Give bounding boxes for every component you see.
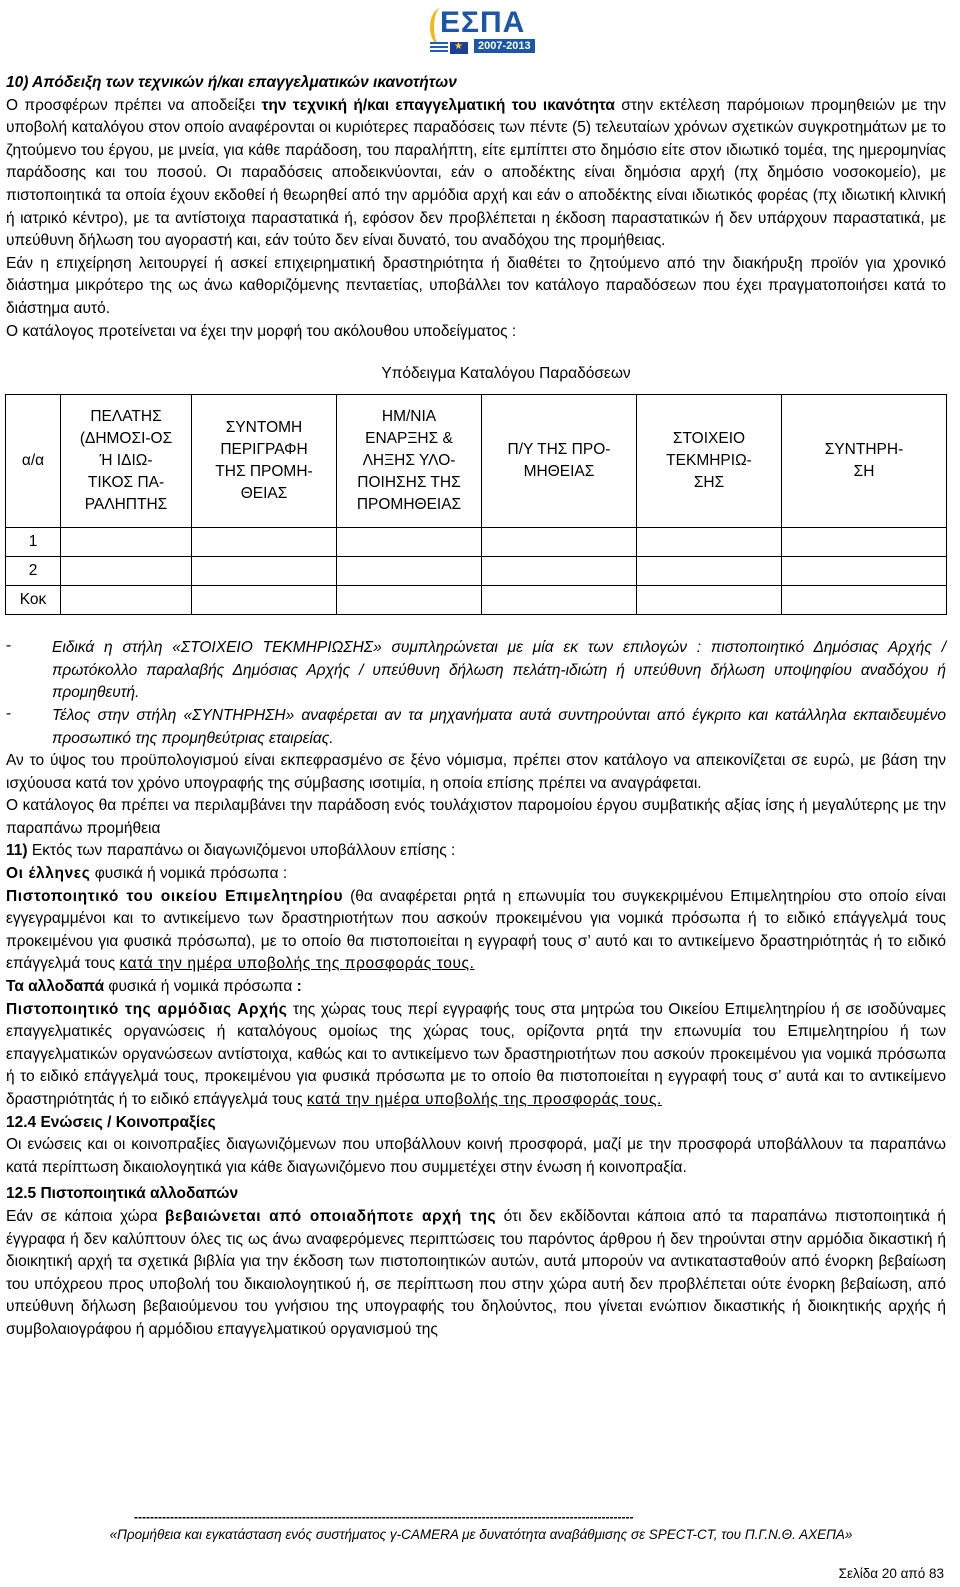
section-10-paragraph-3: Ο κατάλογος προτείνεται να έχει την μορφή του ακόλουθου υποδείγματος : [6,322,517,340]
bold-run: Οι έλληνες [6,865,91,883]
text-run: στην εκτέλεση παρόμοιων προμηθειών με την υποβολή καταλόγου στον οποίο αναφέρονται οι κυριότερες παραδόσεις των πέντε (5) τελευταίων χρόνων σχετικών συγκροτημάτων με το ζητούμενο του έργου, με μνεία, για κάθε παράδοση, του παραλήπτη, είτε εμπίπτει στο δημόσιο είτε στον ιδιωτικό τομέα, της ημερομηνίας παράδοσης και του ποσού. Οι παραδόσεις αποδεικνύονται, εάν ο αποδέκτης είναι δημόσια αρχή (πχ δημόσιο νοσοκομείο), με πιστοποιητικά τα οποία έχουν εκδοθεί ή θεωρηθεί από την αρμόδια αρχή και εάν ο αποδέκτης είναι ιδιωτικός φορέας (πχ ιδιωτική κλινική ή ιατρικό κέντρο), με τα αντίστοιχα παραστατικά ή, εφόσον δεν προβλέπεται η έκδοση παραστατικών ή δεν υπάρχουν παραστατικά, με υπεύθυνη δήλωση του αγοραστή και, εάν τούτο δεν είναι δυνατό, του αναδόχου της προμήθειας. [6,96,946,250]
greek-entities-heading [6,863,946,886]
text-run: ότι δεν εκδίδονται κάποια από τα παραπάνω πιστοποιητικά ή έγγραφα ή δεν καλύπτουν όλες τις ως άνω αναφερόμενες περιπτώσεις του παρόντος άρθρου ή δεν τηρούνται στην αρμόδια δικαστική ή διοικητική αρχή τα σχετικά βιβλία για την έκδοση των πιστοποιητικών αυτών, αυτά μπορούν να αντικατασταθούν από ένορκη βεβαίωση του υπόχρεου προς υποβολή του δικαιολογητικού ή, σε περίπτωση που στην χώρα αυτή δεν προβλέπεται ούτε ένορκη βεβαίωση, από υπεύθυνη δήλωση βεβαιούμενου του γνήσιου της υπογραφής του δηλούντος, που γίνεται ενώπιον δικαστικής ή διοικητικής αρχής ή συμβολαιογράφου ή αρμόδιου επαγγελματικού οργανισμού της [6,1207,947,1338]
similar-project-paragraph: Ο κατάλογος θα πρέπει να περιλαμβάνει την παράδοση ενός τουλάχιστον παρομοίου έργου συμβατικής αξίας ίσης ή μεγαλύτερης με την παραπάνω προμήθεια [6,797,946,837]
bold-run: Πιστοποιητικό του οικείου Επιμελητηρίου [6,887,344,905]
document-body [6,72,946,1342]
table-cell [337,528,482,557]
text-run: Ο προσφέρων πρέπει να αποδείξει [6,96,262,114]
header-cell-evidence [637,395,782,528]
page-number: Σελίδα 20 από 83 [838,1566,944,1581]
eu-flag-icon: ★ [450,42,468,54]
header-line: ΤΙΚΟΣ ΠΑ- [87,474,165,492]
logo-years: 2007-2013 [474,39,535,53]
header-line: α/α [21,452,45,470]
header-line: (ΔΗΜΟΣΙ-ΟΣ [79,430,173,448]
text-run: της χώρας τους περί εγγραφής τους στα μητρώα του Οικείου Επιμελητηρίου ή σε ισοδύναμες επαγγελματικές οργανώσεις ή καταλόγους ομοίως της χώρας τους, ορίζοντα ρητά την επωνυμία του Επιμελητηρίου ή των επαγγελματικών οργανώσεων αντίστοιχα, καθώς και το αντικείμενο των δραστηριοτήτων που ασκούν προκειμένου για νομικά πρόσωπα ή το ειδικό επάγγελμά τους, προκειμένου για φυσικά πρόσωπα με το οποίο θα πιστοποιείται η εγγραφή τους σ’ αυτά και το αντικείμενο δραστηριότητάς ή το ειδικό επάγγελμά τους [6,1000,946,1108]
section-11-number: 11) [6,842,28,860]
table-cell [482,586,637,615]
header-line: ΕΝΑΡΞΗΣ & [365,430,453,448]
text-run: φυσικά ή νομικά πρόσωπα : [90,865,288,883]
table-row [6,528,947,557]
header-line: Π/Υ ΤΗΣ ΠΡΟ- [507,441,611,459]
table-cell [637,557,782,586]
table-cell [192,557,337,586]
header-line: ΤΕΚΜΗΡΙΩ- [666,452,752,470]
section-12-4-heading: 12.4 Ενώσεις / Κοινοπραξίες [6,1113,216,1131]
table-cell [782,528,947,557]
espa-logo [426,6,554,60]
header-line: Ή ΙΔΙΩ- [99,452,153,470]
header-cell-maintenance [782,395,947,528]
table-cell [192,528,337,557]
table-cell [637,586,782,615]
row-number: 2 [6,557,61,586]
header-line: ΠΟΙΗΣΗΣ ΤΗΣ [357,474,461,492]
text-run: (θα αναφέρεται ρητά η επωνυμία του συγκεκριμένου Επιμελητηρίου στο οποίο είναι εγγεγραμμένοι και το αντικείμενο των δραστηριοτήτων που ασκούν προκειμένου για νομικά πρόσωπα ή το ειδικό επάγγελμά τους προκειμένου για φυσικά πρόσωπα), με το οποίο θα πιστοποιείται η εγγραφή τους σ’ αυτό και το αντικείμενο δραστηριότητάς ή το ειδικό επάγγελμά τους [6,887,946,973]
underlined-run: κατά την ημέρα υποβολής της προσφοράς τους. [306,1091,662,1108]
table-cell [482,557,637,586]
header-line: ΗΜ/ΝΙΑ [381,408,437,426]
bold-run: : [296,978,302,996]
catalog-title: Υπόδειγμα Καταλόγου Παραδόσεων [381,365,631,383]
foreign-certificate-paragraph [6,999,946,1112]
note-item-2 [6,705,946,750]
section-10-heading: 10) Απόδειξη των τεχνικών ή/και επαγγελματικών ικανοτήτων [6,74,457,91]
section-12-5-paragraph [6,1206,946,1342]
catalog-table [5,394,947,615]
table-cell [61,586,192,615]
bold-run: βεβαιώνεται από οποιαδήποτε αρχή της [165,1207,497,1225]
header-cell-budget [482,395,637,528]
table-cell [782,586,947,615]
table-cell [337,557,482,586]
table-cell [637,528,782,557]
footer-rule: ----------------------------------------------------------------------------------------------------------------------------- [134,1510,634,1524]
header-cell-aa [6,395,61,528]
header-line: ΠΕΛΑΤΗΣ [90,408,162,426]
text-run: φυσικά ή νομικά πρόσωπα [104,978,297,996]
header-line: ΡΑΛΗΠΤΗΣ [84,496,168,514]
header-line: ΘΕΙΑΣ [240,485,288,503]
note-text: Τέλος στην στήλη «ΣΥΝΤΗΡΗΣΗ» αναφέρεται αν τα μηχανήματα αυτά συντηρούνται από έγκριτο και κατάλληλα εκπαιδευμένο προσωπικό της προμηθεύτριας εταιρείας. [52,706,946,747]
table-cell [61,528,192,557]
bold-run: Τα αλλοδαπά [6,978,105,996]
note-dash: - [6,637,12,655]
table-cell [337,586,482,615]
underlined-run: κατά την ημέρα υποβολής της προσφοράς τους. [119,955,475,973]
section-12-4-paragraph: Οι ενώσεις και οι κοινοπραξίες διαγωνιζόμενων που υποβάλλουν κοινή προσφορά, μαζί με την προσφορά υποβάλλουν τα παραπάνω κατά περίπτωση δικαιολογητικά για κάθε διαγωνιζόμενο που συμμετέχει στην ένωση ή κοινοπραξία. [6,1136,946,1176]
header-line: ΤΗΣ ΠΡΟΜΗ- [215,463,313,481]
bold-run: Πιστοποιητικό της αρμόδιας Αρχής [6,1000,288,1018]
header-line: ΣΗΣ [693,474,725,492]
header-cell-description [192,395,337,528]
note-dash: - [6,704,12,722]
greek-flag-icon [430,42,448,54]
note-item-1 [6,637,946,705]
header-cell-client [61,395,192,528]
header-line: ΣΥΝΤΟΜΗ [225,419,303,437]
header-cell-dates [337,395,482,528]
currency-paragraph: Αν το ύψος του προϋπολογισμού είναι εκπεφρασμένο σε ξένο νόμισμα, πρέπει στον κατάλογο να απεικονίζεται σε ευρώ, με βάση την ισχύουσα κατά τον χρόνο υπογραφής της σύμβασης ισοτιμία, η οποία επίσης πρέπει να αναγράφεται. [6,752,946,792]
header-line: ΣΤΟΙΧΕΙΟ [672,430,746,448]
section-12-5-heading: 12.5 Πιστοποιητικά αλλοδαπών [6,1185,239,1203]
row-number: 1 [6,528,61,557]
text-run: Εκτός των παραπάνω οι διαγωνιζόμενοι υποβάλλουν επίσης : [27,842,456,860]
footer-title: «Προμήθεια και εγκατάσταση ενός συστήματος γ-CAMERA με δυνατότητα αναβάθμισης σε SPECT-CT, του Π.Γ.Ν.Θ. ΑΧΕΠΑ» [109,1527,853,1542]
table-row [6,557,947,586]
section-10-paragraph-2: Εάν η επιχείρηση λειτουργεί ή ασκεί επιχειρηματική δραστηριότητα ή διαθέτει το ζητούμενο από την διακήρυξη προϊόν για χρονικό διάστημα μικρότερο της ως άνω καθοριζόμενης πενταετίας, υποβάλλει τον κατάλογο παραδόσεων που έχει πραγματοποιήσει κατά το διάστημα αυτό. [6,254,946,317]
header-line: ΠΕΡΙΓΡΑΦΗ [220,441,308,459]
section-11-intro [6,840,946,863]
text-run: Εάν σε κάποια χώρα [6,1207,166,1225]
table-row [6,586,947,615]
header-line: ΣΗ [853,463,875,481]
foreign-entities-heading [6,976,946,999]
table-cell [782,557,947,586]
table-cell [61,557,192,586]
logo-word: ΕΣΠΑ [440,6,526,39]
table-cell [192,586,337,615]
table-cell [482,528,637,557]
header-line: ΜΗΘΕΙΑΣ [523,463,595,481]
table-header-row [6,395,947,528]
note-text: Ειδικά η στήλη «ΣΤΟΙΧΕΙΟ ΤΕΚΜΗΡΙΩΣΗΣ» συμπληρώνεται με μία εκ των επιλογών : πιστοποιητικό Δημόσιας Αρχής / πρωτόκολλο παραλαβής Δημόσιας Αρχής / υπεύθυνη δήλωση πελάτη-ιδιώτη ή υπεύθυνη δήλωση υποψηφίου αναδόχου ή προμηθευτή. [52,639,946,702]
header-line: ΛΗΞΗΣ ΥΛΟ- [362,452,456,470]
header-line: ΠΡΟΜΗΘΕΙΑΣ [356,496,462,514]
row-number: Κοκ [6,586,61,615]
header-line: ΣΥΝΤΗΡΗ- [824,441,904,459]
section-10-paragraph-1 [6,95,946,253]
greek-certificate-paragraph [6,886,946,976]
bold-run: την τεχνική ή/και επαγγελματική του ικανότητα [261,96,615,114]
